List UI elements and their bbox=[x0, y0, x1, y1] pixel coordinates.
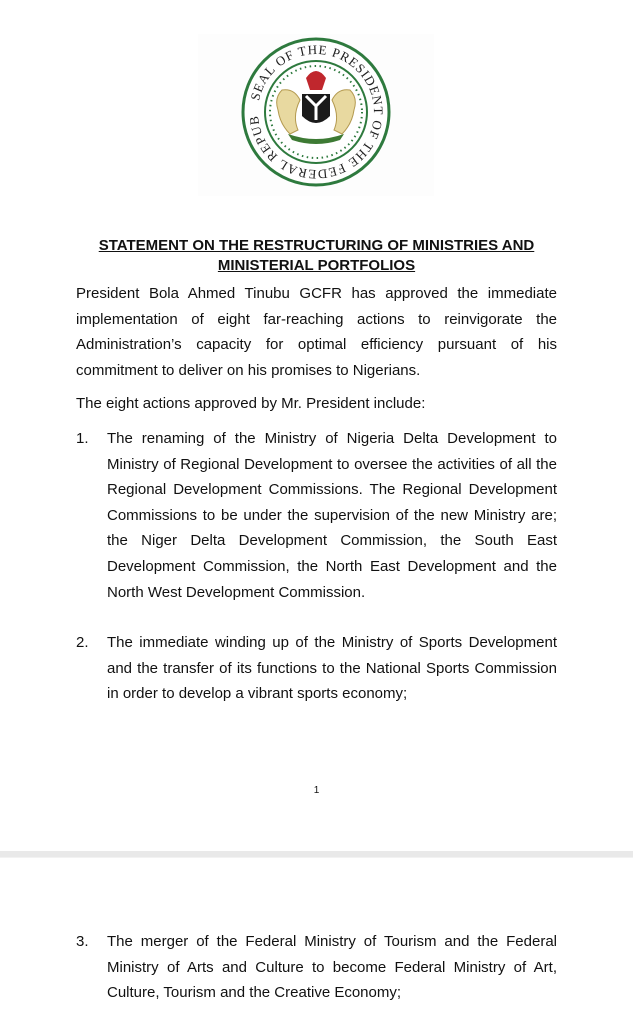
item-text: The merger of the Federal Ministry of Tourism and the Federal Ministry of Arts and Culture to become Federal Ministry of Art, Culture, Tourism and the Creative Economy; bbox=[107, 933, 557, 1002]
intro-paragraph: President Bola Ahmed Tinubu GCFR has approved the immediate implementation of eight far-reaching actions to reinvigorate the Administration’s capacity for optimal efficiency pursuant of his commitment to deliver on his promises to Nigerians. bbox=[76, 285, 557, 379]
item-text: The immediate winding up of the Ministry of Sports Development and the transfer of its functions to the National Sports Commission in order to develop a vibrant sports economy; bbox=[107, 634, 557, 703]
lead-paragraph: The eight actions approved by Mr. President include: bbox=[76, 395, 426, 412]
page-number: 1 bbox=[313, 785, 320, 796]
presidential-seal bbox=[198, 34, 434, 196]
seal-emblem-icon bbox=[198, 34, 434, 196]
document-title bbox=[76, 236, 557, 276]
item-number: 2. bbox=[76, 634, 89, 651]
title-line-1: STATEMENT ON THE RESTRUCTURING OF MINISTRIES AND bbox=[98, 237, 535, 254]
item-number: 3. bbox=[76, 933, 89, 950]
seal-text: SEAL OF THE PRESIDENT OF THE FEDERAL REPUB bbox=[245, 41, 387, 183]
list-item bbox=[76, 630, 557, 707]
page-separator bbox=[0, 851, 633, 858]
item-text: The renaming of the Ministry of Nigeria Delta Development to Ministry of Regional Development to oversee the activities of all the Regional Development Commissions. The Regional Development Commissions to be under the supervision of the new Ministry are; the Niger Delta Development Commission, the South East Development Commission, the North East Development and the North West Development Commission. bbox=[107, 430, 557, 601]
list-item bbox=[76, 426, 557, 605]
item-number: 1. bbox=[76, 430, 89, 447]
list-item bbox=[76, 929, 557, 1006]
title-line-2: MINISTERIAL PORTFOLIOS bbox=[217, 257, 416, 274]
